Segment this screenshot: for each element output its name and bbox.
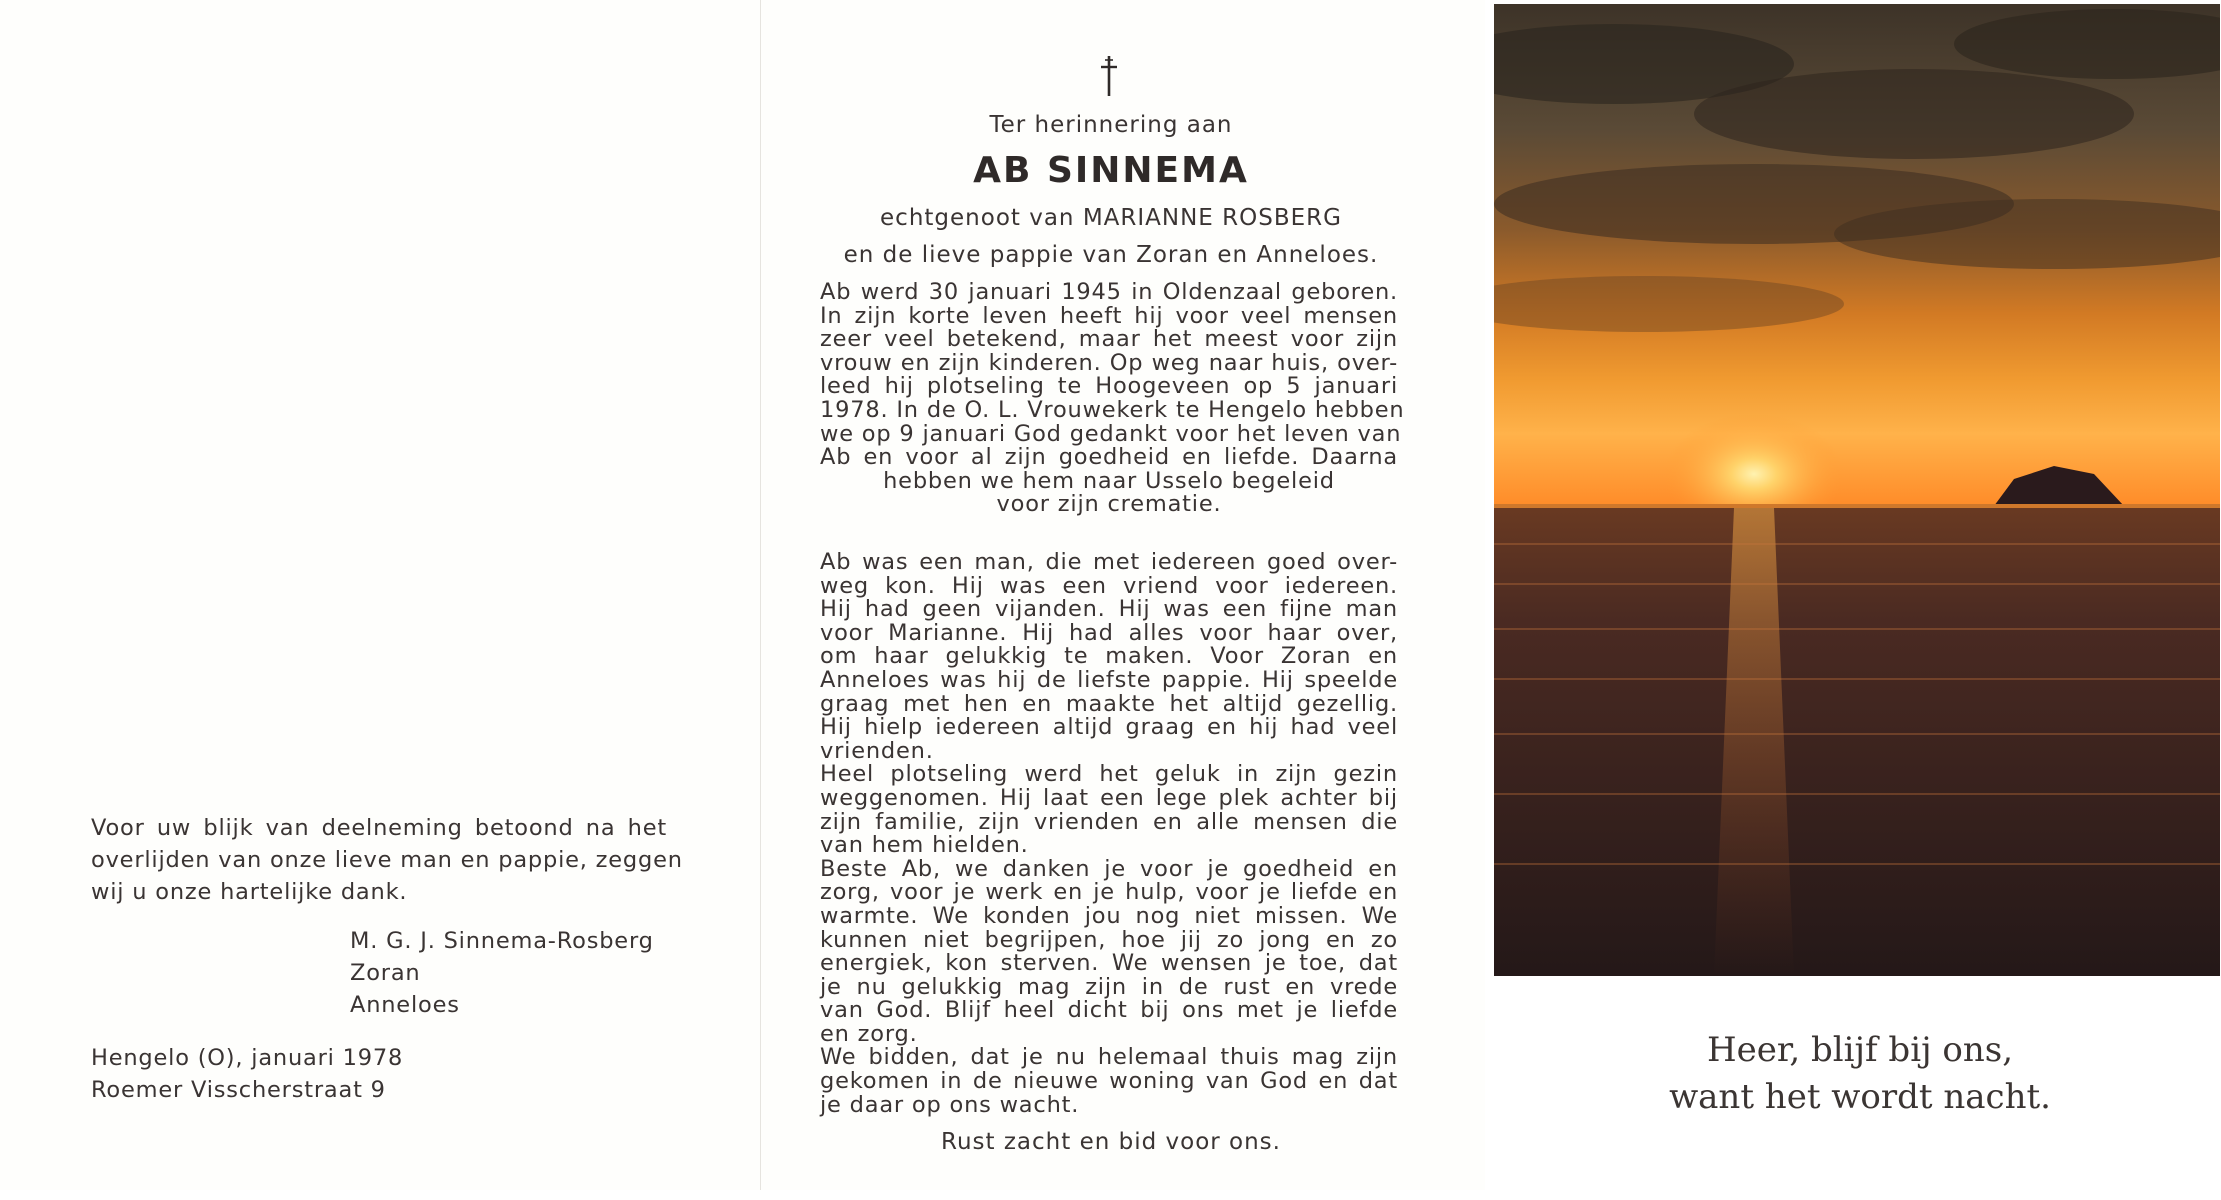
bio-line: hebben we hem naar Usselo begeleid (883, 467, 1335, 494)
tribute-line: om haar gelukkig te maken. Voor Zoran en (820, 643, 1398, 670)
tribute-line: en zorg. (820, 1020, 918, 1047)
tribute-line: energiek, kon sterven. We wensen je toe, dat (820, 950, 1398, 977)
sunset-photo (1494, 4, 2220, 976)
cross-icon (1096, 54, 1122, 98)
place-and-address (91, 1042, 403, 1106)
tribute-line: Beste Ab, we danken je voor je goedheid en (820, 855, 1398, 882)
tribute-line: warmte. We konden jou nog niet missen. We (820, 902, 1398, 929)
signer-name: Anneloes (350, 992, 460, 1018)
tribute-line: graag met hen en maakte het altijd gezellig. (820, 690, 1398, 717)
acknowledgement-line: wij u onze hartelijke dank. (91, 879, 408, 905)
intro-text: Ter herinnering aan (989, 112, 1233, 138)
tribute-line: Hij hielp iedereen altijd graag en hij had veel (820, 714, 1398, 741)
signer-name: Zoran (350, 960, 421, 986)
tribute-line: Ab was een man, die met iedereen goed over- (820, 549, 1398, 575)
bio-line: 1978. In de O. L. Vrouwekerk te Hengelo hebben (820, 396, 1405, 423)
tribute-line: kunnen niet begrijpen, hoe jij zo jong en zo (820, 926, 1398, 953)
tribute-line: van God. Blijf heel dicht bij ons met je liefde (820, 997, 1398, 1024)
deceased-name: AB SINNEMA (973, 150, 1249, 191)
tribute-line: gekomen in de nieuwe woning van God en dat (820, 1068, 1398, 1095)
place-date: Hengelo (O), januari 1978 (91, 1045, 404, 1071)
bio-line: Ab werd 30 januari 1945 in Oldenzaal geboren. (820, 279, 1398, 305)
tribute-line: vrienden. (820, 737, 934, 764)
bio-line: leed hij plotseling te Hoogeveen op 5 januari (820, 373, 1398, 400)
bio-line: voor zijn crematie. (996, 491, 1222, 518)
children-line: en de lieve pappie van Zoran en Anneloes. (843, 242, 1379, 268)
bio-line: vrouw en zijn kinderen. Op weg naar huis, over- (820, 349, 1398, 376)
spouse-line: echtgenoot van MARIANNE ROSBERG (880, 205, 1342, 231)
closing-line: Rust zacht en bid voor ons. (941, 1129, 1281, 1155)
bio-line: zeer veel betekend, maar het meest voor zijn (820, 326, 1398, 353)
prayer-line: Heer, blijf bij ons, (1706, 1030, 2014, 1070)
address: Roemer Visscherstraat 9 (91, 1077, 386, 1103)
tribute-line: Hij had geen vijanden. Hij was een fijne man (820, 596, 1398, 623)
tribute-line: weggenomen. Hij laat een lege plek achter bij (820, 784, 1398, 811)
prayer-text (1560, 1027, 2160, 1121)
signer-name: M. G. J. Sinnema-Rosberg (350, 928, 654, 954)
tribute-line: We bidden, dat je nu helemaal thuis mag zijn (820, 1044, 1398, 1071)
tribute-line: Heel plotseling werd het geluk in zijn gezin (820, 761, 1398, 788)
acknowledgement-text (91, 812, 683, 908)
biography-paragraph (820, 279, 1405, 518)
bio-line: In zijn korte leven heeft hij voor veel mensen (820, 302, 1398, 329)
tribute-line: voor Marianne. Hij had alles voor haar over, (820, 619, 1398, 646)
tribute-line: je daar op ons wacht. (820, 1091, 1080, 1118)
signers-list (350, 925, 654, 1021)
tribute-paragraph (820, 551, 1398, 1117)
tribute-line: zijn familie, zijn vrienden en alle mensen die (820, 808, 1398, 835)
acknowledgement-line: overlijden van onze lieve man en pappie, zeggen (91, 847, 683, 873)
tribute-line: weg kon. Hij was een vriend voor iedereen. (820, 572, 1398, 599)
tribute-line: van hem hielden. (820, 832, 1029, 859)
bio-line: we op 9 januari God gedankt voor het leven van (820, 420, 1402, 447)
acknowledgement-line: Voor uw blijk van deelneming betoond na het (91, 815, 667, 841)
tribute-line: je nu gelukkig mag zijn in de rust en vrede (820, 973, 1398, 1000)
bio-line: Ab en voor al zijn goedheid en liefde. Daarna (820, 444, 1398, 471)
tribute-line: Anneloes was hij de liefste pappie. Hij speelde (820, 666, 1398, 693)
prayer-line: want het wordt nacht. (1669, 1077, 2051, 1117)
tribute-line: zorg, voor je werk en je hulp, voor je liefde en (820, 879, 1398, 906)
